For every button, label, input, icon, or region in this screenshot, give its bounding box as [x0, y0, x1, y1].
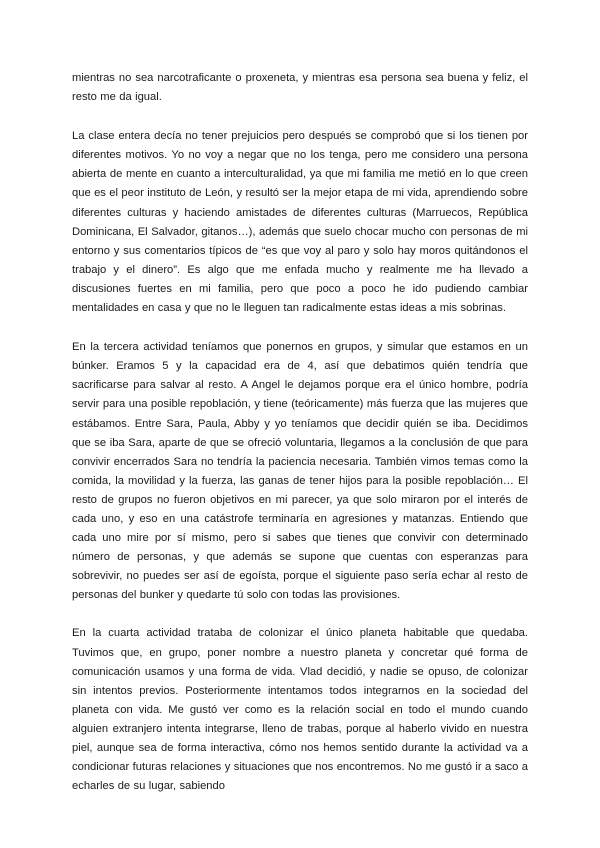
paragraph-continuation: mientras no sea narcotraficante o proxeneta, y mientras esa persona sea buena y feliz, el resto me da igual.	[72, 72, 528, 104]
paragraph-bunker-activity: En la tercera actividad teníamos que ponernos en grupos, y simular que estamos en un búnker. Eramos 5 y la capacidad era de 4, así que debatimos quién tendría que sacrificarse para salvar al resto. A Angel le dejamos porque era el único hombre, podría servir para una posible repoblación, y tiene (teóricamente) más fuerza que las mujeres que estábamos. Entre Sara, Paula, Abby y yo teníamos que decidir quién se iba. Decidimos que se iba Sara, aparte de que se ofreció voluntaria, llegamos a la conclusión de que para convivir encerrados Sara no tendría la paciencia necesaria. También vimos temas como la comida, la movilidad y la fuerza, las ganas de tener hijos para la posible repoblación… El resto de grupos no fueron objetivos en mi parecer, ya que solo miraron por el interés de cada uno, y eso en una catástrofe terminaría en agresiones y matanzas. Entiendo que cada uno mire por sí mismo, pero si sabes que tienes que convivir con determinado número de personas, y que además se supone que cuentas con esperanzas para sobrevivir, no puedes ser así de egoísta, porque el siguiente paso sería echar al resto de personas del bunker y quedarte tú solo con todas las provisiones.	[72, 341, 528, 602]
document-body	[72, 69, 528, 814]
paragraph-prejudices: La clase entera decía no tener prejuicios pero después se comprobó que si los tienen por diferentes motivos. Yo no voy a negar que no los tenga, pero me considero una persona abierta de mente en cuanto a interculturalidad, ya que mi familia me metió en lo que creen que es el peor instituto de León, y resultó ser la mejor etapa de mi vida, aprendiendo sobre diferentes culturas y haciendo amistades de diferentes culturas (Marruecos, República Dominicana, El Salvador, gitanos…), además que suelo chocar mucho con personas de mi entorno y sus comentarios típicos de “es que voy al paro y solo hay moros quitándonos el trabajo y el dinero”. Es algo que me enfada mucho y realmente me ha llevado a discusiones fuertes en mi familia, pero que poco a poco he ido pudiendo cambiar mentalidades en casa y que no le lleguen tan radicalmente estas ideas a mis sobrinas.	[72, 130, 528, 315]
paragraph-planet-activity: En la cuarta actividad trataba de colonizar el único planeta habitable que quedaba. Tuvimos que, en grupo, poner nombre a nuestro planeta y concretar qué forma de comunicación usamos y una forma de vida. Vlad decidió, y nadie se opuso, de colonizar sin intentos previos. Posteriormente intentamos todos integrarnos en la sociedad del planeta con vida. Me gustó ver como es la relación social en todo el mundo cuando alguien extranjero intenta integrarse, lleno de trabas, porque al haberlo vivido en nuestra piel, aunque sea de forma interactiva, cómo nos hemos sentido durante la actividad va a condicionar futuras relaciones y situaciones que nos encontremos. No me gustó ir a saco a echarles de su lugar, sabiendo	[72, 627, 528, 793]
